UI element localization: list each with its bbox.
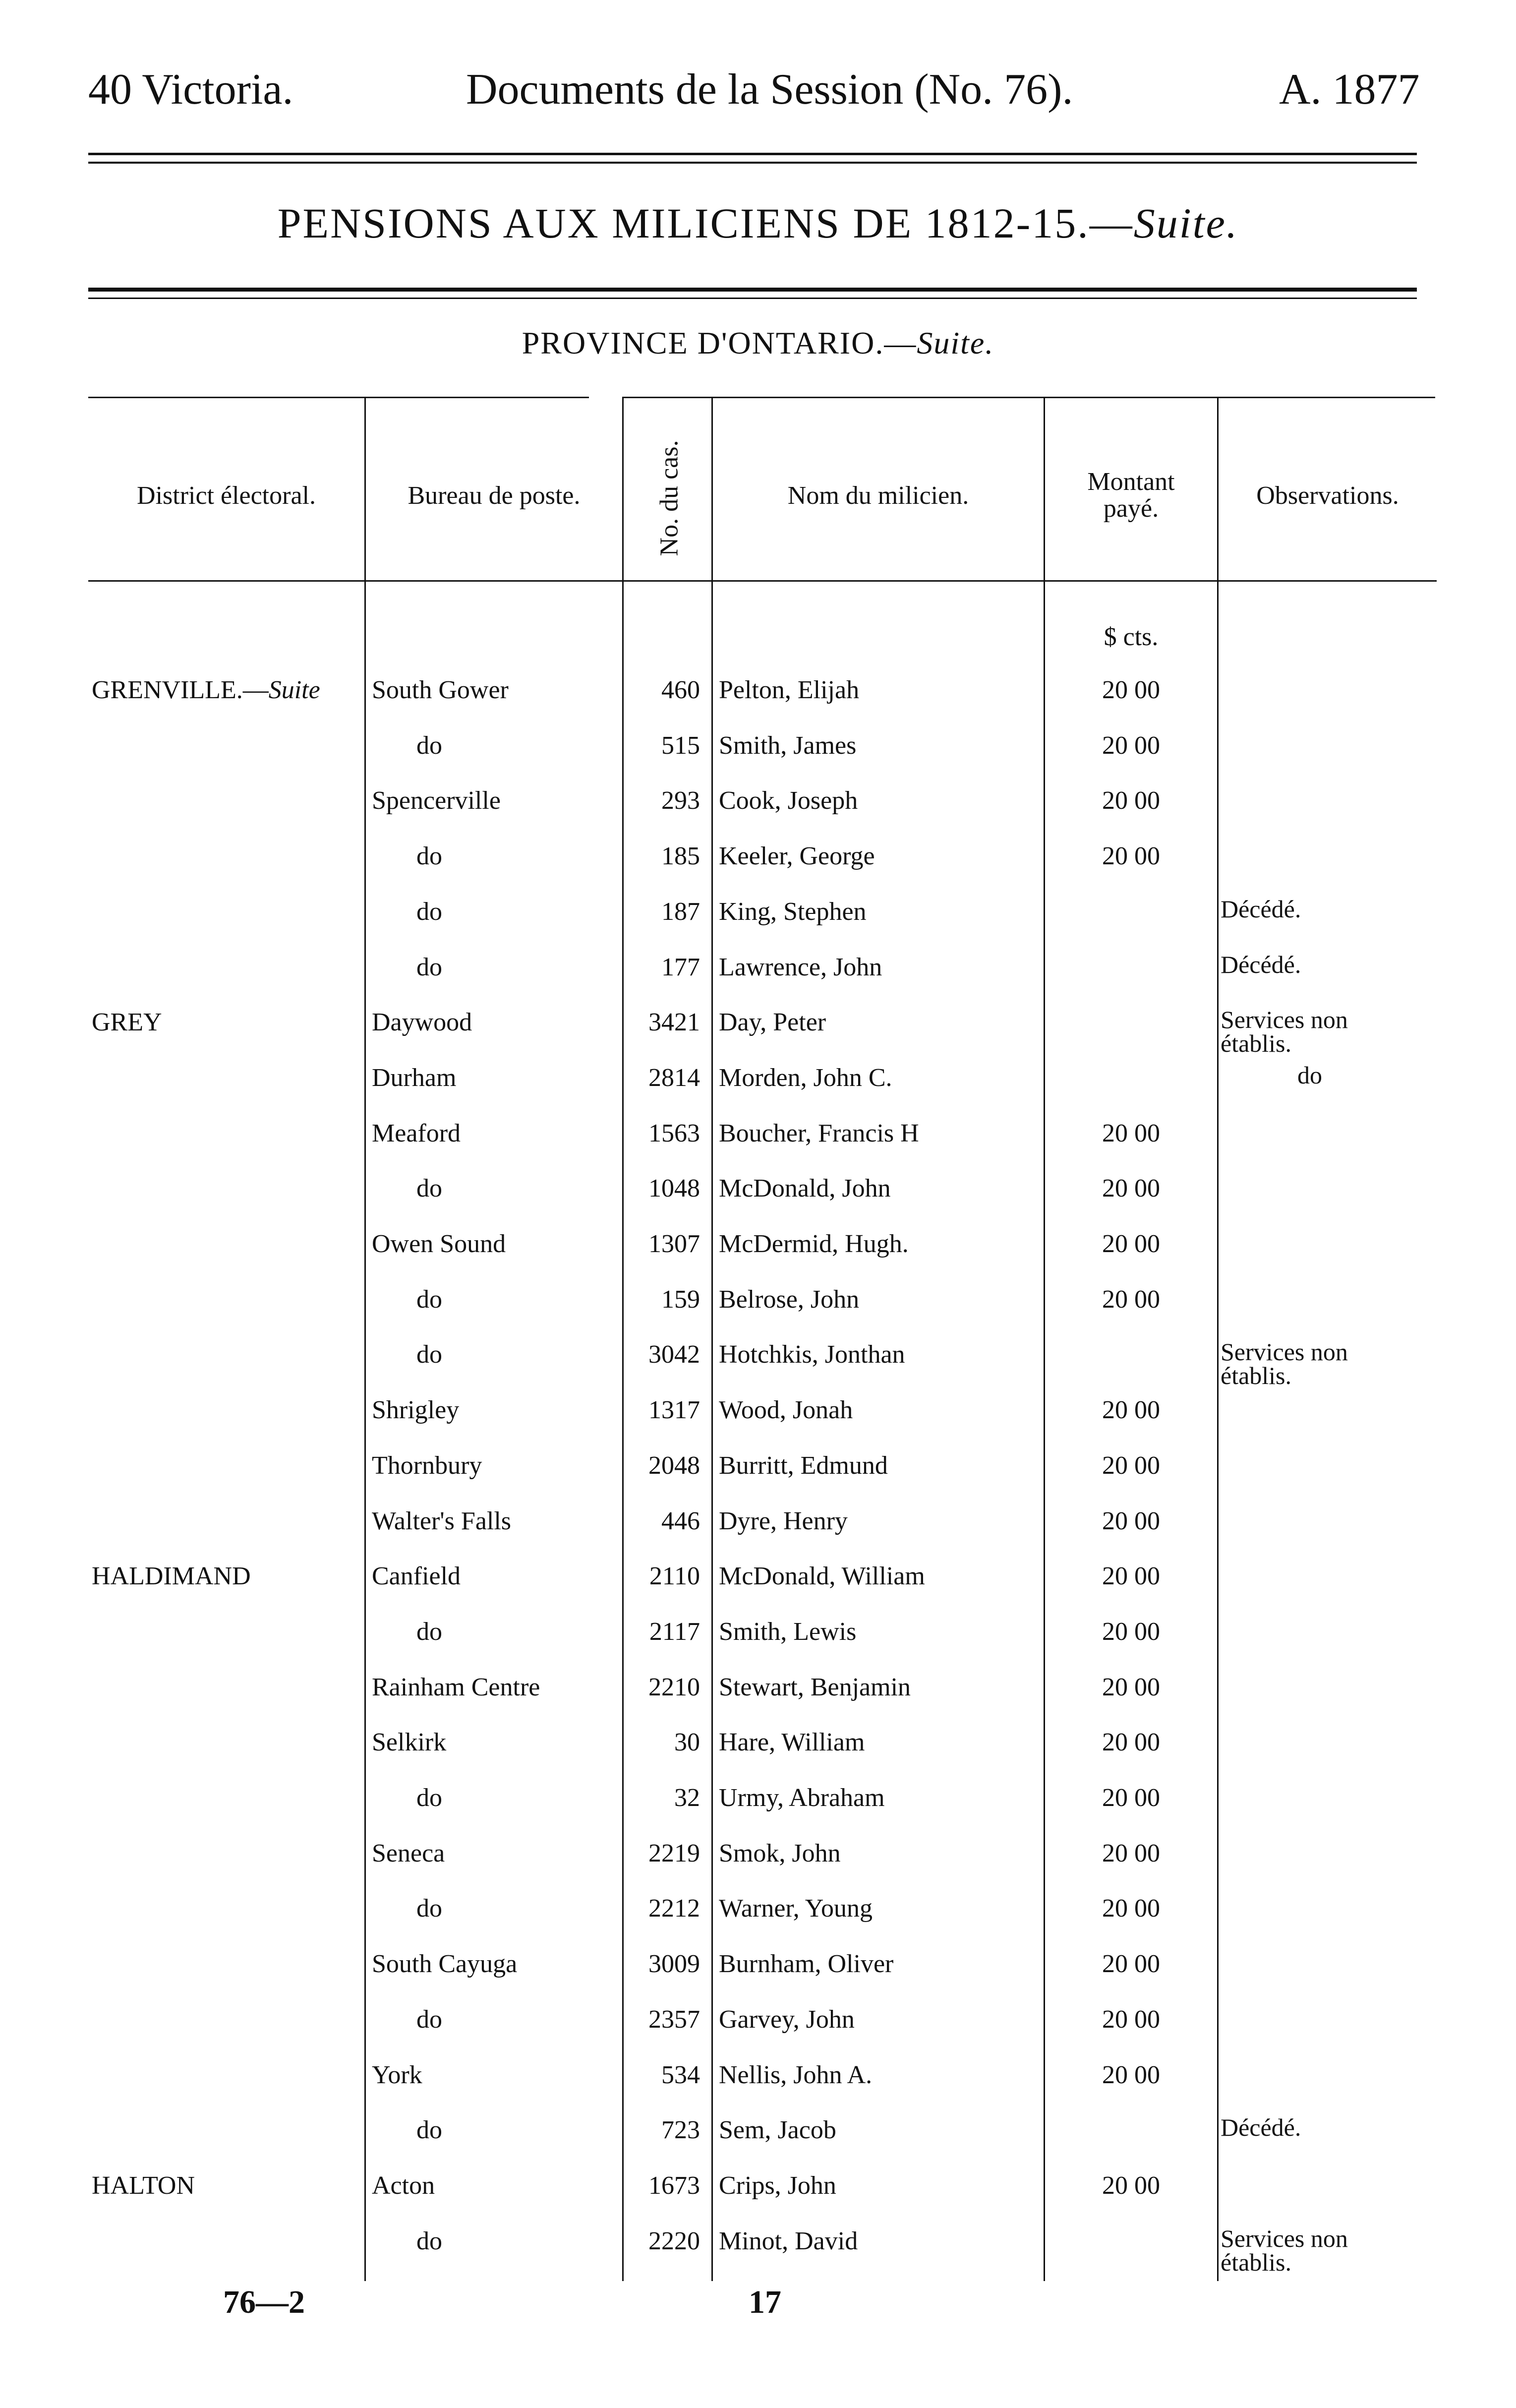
militiaman-name: Urmy, Abraham (719, 1784, 885, 1812)
amount-paid: 20 00 (1102, 1894, 1160, 1923)
post-office: do (416, 898, 442, 926)
post-office: Rainham Centre (372, 1673, 540, 1701)
militiaman-name: Burnham, Oliver (719, 1950, 894, 1978)
militiaman-name: Nellis, John A. (719, 2061, 873, 2089)
amount-paid: 20 00 (1102, 1728, 1160, 1756)
observation: Décédé. (1221, 951, 1301, 978)
case-number: 460 (661, 676, 700, 704)
post-office: do (416, 953, 442, 981)
case-number: 293 (661, 786, 700, 815)
column-divider (1217, 397, 1219, 2281)
militiaman-name: Garvey, John (719, 2005, 855, 2034)
district-label: GRENVILLE.— (92, 676, 269, 704)
militiaman-name: Burritt, Edmund (719, 1451, 888, 1480)
militiaman-name: Hare, William (719, 1728, 865, 1756)
post-office: do (416, 1784, 442, 1812)
case-number: 446 (661, 1507, 700, 1535)
case-number: 1307 (648, 1230, 700, 1258)
militiaman-name: Minot, David (719, 2227, 858, 2255)
militiaman-name: Warner, Young (719, 1894, 873, 1923)
district-name (92, 1562, 364, 1591)
case-number: 515 (661, 731, 700, 760)
militiaman-name: Cook, Joseph (719, 786, 858, 815)
case-number: 3421 (648, 1008, 700, 1036)
post-office: Canfield (372, 1562, 461, 1590)
amount-paid: 20 00 (1102, 1174, 1160, 1203)
footer-document-number: 76—2 (223, 2284, 305, 2320)
militiaman-name: McDonald, William (719, 1562, 925, 1590)
post-office: South Gower (372, 676, 509, 704)
observation: Services non établis. (1221, 1006, 1348, 1057)
header-document-title: Documents de la Session (No. 76). (466, 65, 1073, 114)
amount-paid: 20 00 (1102, 1673, 1160, 1701)
amount-paid: 20 00 (1102, 731, 1160, 760)
amount-paid: 20 00 (1102, 2005, 1160, 2034)
case-number: 2212 (648, 1894, 700, 1923)
column-header-no-cas: No. du cas. (655, 440, 684, 556)
militiaman-name: Crips, John (719, 2171, 836, 2200)
case-number: 2219 (648, 1839, 700, 1867)
militiaman-name: Smith, James (719, 731, 857, 760)
case-number: 2117 (649, 1618, 700, 1646)
column-header-observations: Observations. (1256, 482, 1399, 510)
case-number: 534 (661, 2061, 700, 2089)
header-bottom-rule (88, 580, 1437, 582)
amount-paid: 20 00 (1102, 2061, 1160, 2089)
post-office: do (416, 842, 442, 870)
header-session-year: 40 Victoria. (88, 65, 293, 114)
amount-paid: 20 00 (1102, 1396, 1160, 1424)
observation: Décédé. (1221, 2113, 1301, 2141)
post-office: York (372, 2061, 422, 2089)
militiaman-name: Wood, Jonah (719, 1396, 853, 1424)
militiaman-name: Lawrence, John (719, 953, 882, 981)
column-header-montant: Montant payé. (1087, 468, 1175, 523)
header-year: A. 1877 (1279, 65, 1420, 114)
amount-paid: 20 00 (1102, 1839, 1160, 1867)
post-office: do (416, 1174, 442, 1203)
post-office: do (416, 731, 442, 760)
column-header-bureau: Bureau de poste. (408, 482, 581, 510)
post-office: Daywood (372, 1008, 472, 1036)
observation: Décédé. (1221, 895, 1301, 923)
militiaman-name: Belrose, John (719, 1285, 860, 1314)
title-rule-top (88, 288, 1417, 292)
post-office: do (416, 2116, 442, 2144)
amount-paid: 20 00 (1102, 1230, 1160, 1258)
page-title: PENSIONS AUX MILICIENS DE 1812-15.—Suite. (277, 199, 1239, 247)
case-number: 3009 (648, 1950, 700, 1978)
table-top-rule-right (622, 397, 1435, 398)
post-office: Meaford (372, 1119, 461, 1147)
footer-page-number: 17 (749, 2284, 781, 2320)
header-rule-top (88, 153, 1417, 155)
column-header-district: District électoral. (137, 482, 316, 510)
case-number: 2357 (648, 2005, 700, 2034)
amount-paid: 20 00 (1102, 1784, 1160, 1812)
post-office: Selkirk (372, 1728, 447, 1756)
case-number: 1048 (648, 1174, 700, 1203)
district-suffix: Suite (268, 676, 320, 704)
case-number: 185 (661, 842, 700, 870)
title-rule-bottom (88, 298, 1417, 299)
post-office: do (416, 2227, 442, 2255)
observation: Services non établis. (1221, 2225, 1348, 2276)
amount-paid: 20 00 (1102, 676, 1160, 704)
post-office: Owen Sound (372, 1230, 506, 1258)
post-office: do (416, 1340, 442, 1369)
militiaman-name: McDonald, John (719, 1174, 891, 1203)
militiaman-name: Keeler, George (719, 842, 875, 870)
post-office: South Cayuga (372, 1950, 518, 1978)
post-office: do (416, 1285, 442, 1314)
case-number: 723 (661, 2116, 700, 2144)
column-divider (364, 397, 366, 2281)
case-number: 159 (661, 1285, 700, 1314)
observation: do (1297, 1061, 1322, 1089)
militiaman-name: Stewart, Benjamin (719, 1673, 911, 1701)
post-office: do (416, 1894, 442, 1923)
militiaman-name: Hotchkis, Jonthan (719, 1340, 905, 1369)
militiaman-name: Morden, John C. (719, 1064, 892, 1092)
post-office: do (416, 1618, 442, 1646)
militiaman-name: Smok, John (719, 1839, 841, 1867)
case-number: 2048 (648, 1451, 700, 1480)
militiaman-name: Smith, Lewis (719, 1618, 857, 1646)
post-office: do (416, 2005, 442, 2034)
district-label: HALTON (92, 2171, 195, 2200)
post-office: Acton (372, 2171, 435, 2200)
district-name (92, 1008, 364, 1037)
amount-paid: 20 00 (1102, 842, 1160, 870)
case-number: 2220 (648, 2227, 700, 2255)
case-number: 2814 (648, 1064, 700, 1092)
post-office: Walter's Falls (372, 1507, 512, 1535)
column-header-nom: Nom du milicien. (787, 482, 969, 510)
case-number: 187 (661, 898, 700, 926)
case-number: 2210 (648, 1673, 700, 1701)
district-name (92, 2171, 364, 2201)
post-office: Durham (372, 1064, 457, 1092)
currency-label: $ cts. (1104, 623, 1159, 651)
case-number: 32 (674, 1784, 700, 1812)
column-divider (711, 397, 713, 2281)
militiaman-name: Dyre, Henry (719, 1507, 848, 1535)
district-label: GREY (92, 1008, 162, 1036)
case-number: 3042 (648, 1340, 700, 1369)
militiaman-name: Pelton, Elijah (719, 676, 860, 704)
header-rule-bottom (88, 162, 1417, 164)
amount-paid: 20 00 (1102, 1451, 1160, 1480)
post-office: Thornbury (372, 1451, 482, 1480)
militiaman-name: McDermid, Hugh. (719, 1230, 909, 1258)
militiaman-name: King, Stephen (719, 898, 867, 926)
case-number: 2110 (649, 1562, 700, 1590)
section-title: PROVINCE D'ONTARIO.—Suite. (522, 325, 994, 361)
column-divider (622, 397, 624, 2281)
amount-paid: 20 00 (1102, 1950, 1160, 1978)
amount-paid: 20 00 (1102, 2171, 1160, 2200)
amount-paid: 20 00 (1102, 1507, 1160, 1535)
case-number: 1673 (648, 2171, 700, 2200)
observation: Services non établis. (1221, 1338, 1348, 1389)
militiaman-name: Sem, Jacob (719, 2116, 836, 2144)
district-label: HALDIMAND (92, 1562, 251, 1590)
militiaman-name: Day, Peter (719, 1008, 826, 1036)
case-number: 1563 (648, 1119, 700, 1147)
amount-paid: 20 00 (1102, 1119, 1160, 1147)
amount-paid: 20 00 (1102, 786, 1160, 815)
case-number: 30 (674, 1728, 700, 1756)
post-office: Seneca (372, 1839, 445, 1867)
amount-paid: 20 00 (1102, 1618, 1160, 1646)
post-office: Shrigley (372, 1396, 460, 1424)
post-office: Spencerville (372, 786, 501, 815)
militiaman-name: Boucher, Francis H (719, 1119, 919, 1147)
table-top-rule-left (88, 397, 589, 398)
district-name (92, 675, 364, 705)
amount-paid: 20 00 (1102, 1285, 1160, 1314)
amount-paid: 20 00 (1102, 1562, 1160, 1590)
case-number: 1317 (648, 1396, 700, 1424)
case-number: 177 (661, 953, 700, 981)
